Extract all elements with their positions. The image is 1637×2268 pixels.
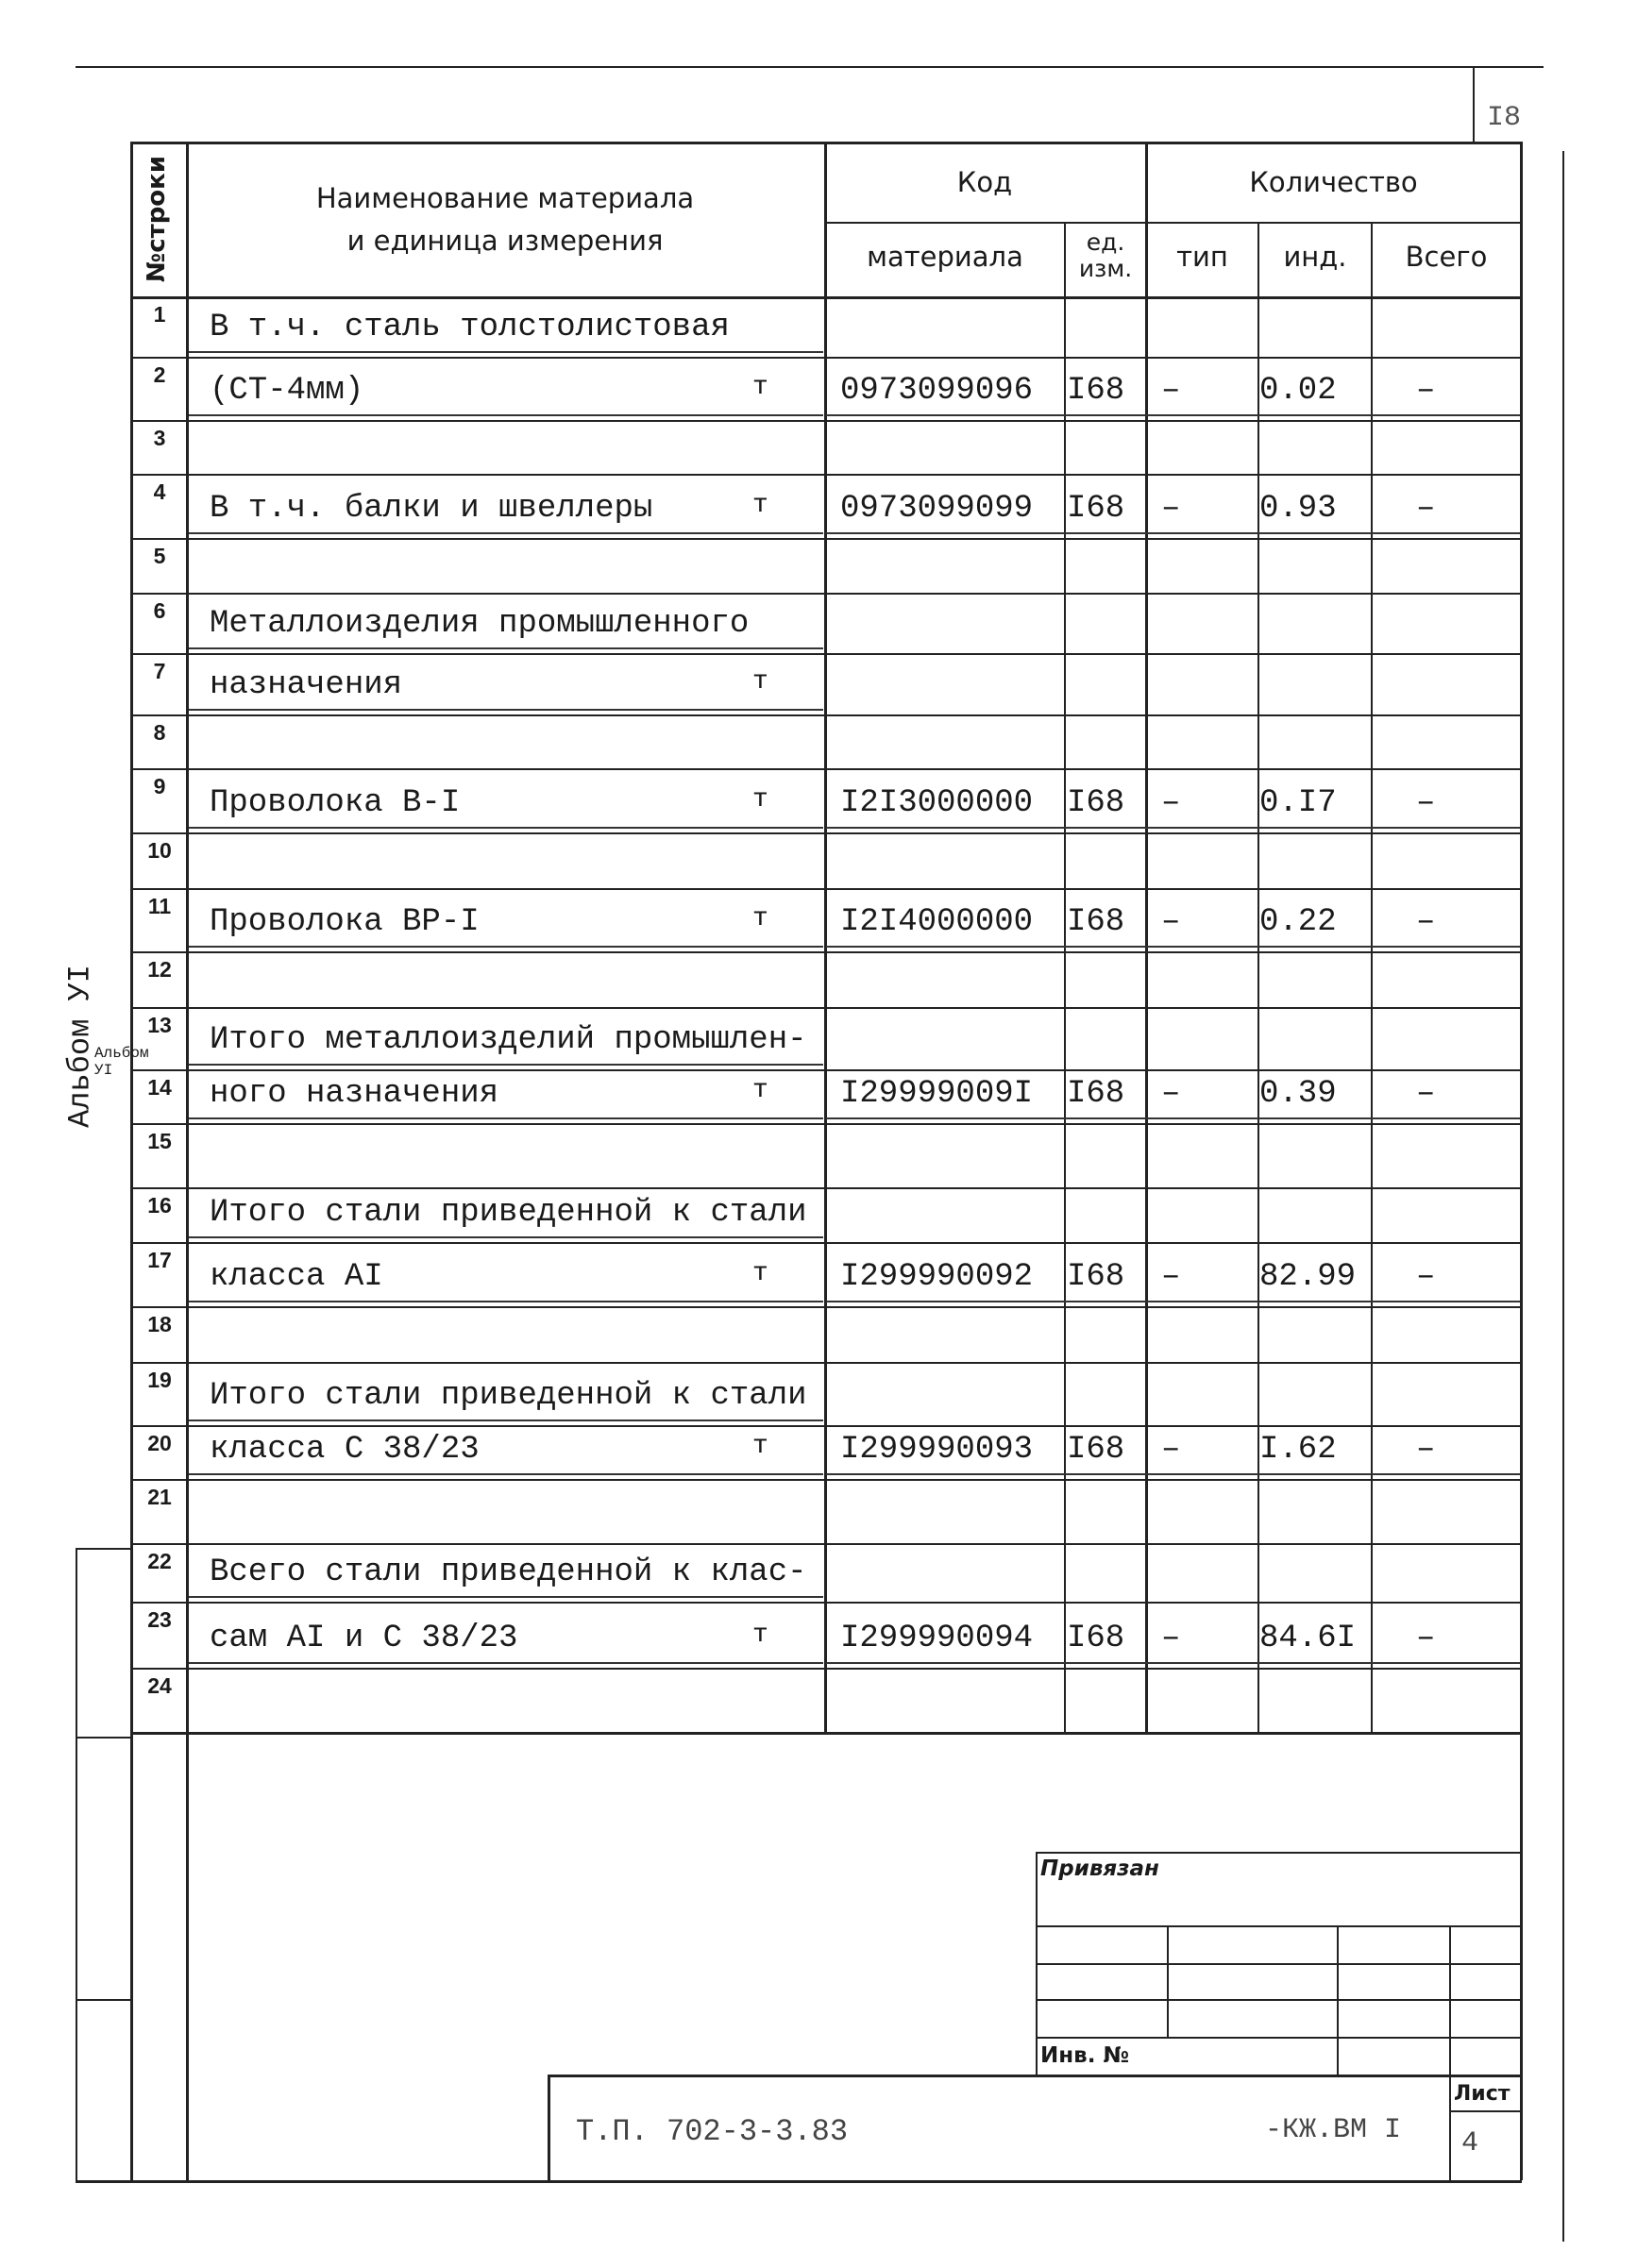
row-unit-letter: т bbox=[752, 1259, 768, 1288]
row-material-code: 0973099096 bbox=[840, 373, 1034, 409]
row-number: 2 bbox=[153, 362, 166, 387]
header-subdivider bbox=[824, 222, 1520, 224]
row-underline bbox=[189, 1117, 823, 1119]
row-number: 9 bbox=[153, 774, 166, 798]
row-name: ного назначения bbox=[210, 1076, 499, 1112]
row-type: – bbox=[1161, 1259, 1181, 1295]
row-unit-code: I68 bbox=[1067, 491, 1125, 527]
row-unit-code: I68 bbox=[1067, 373, 1125, 409]
row-divider bbox=[130, 1543, 1522, 1545]
row-underline bbox=[189, 532, 823, 534]
title-block-sheet-line bbox=[1449, 2110, 1520, 2112]
row-divider bbox=[130, 653, 1522, 655]
stamp-line-3 bbox=[1036, 1999, 1520, 2001]
row-underline bbox=[189, 1420, 823, 1421]
row-unit-code: I68 bbox=[1067, 1432, 1125, 1468]
row-name: класса С 38/23 bbox=[210, 1432, 480, 1468]
header-ind: инд. bbox=[1283, 241, 1347, 273]
row-material-code: 0973099099 bbox=[840, 491, 1034, 527]
row-underline bbox=[189, 414, 823, 416]
row-name: назначения bbox=[210, 667, 403, 703]
row-divider bbox=[130, 1007, 1522, 1009]
row-total: – bbox=[1416, 1259, 1436, 1295]
row-number: 18 bbox=[147, 1312, 172, 1336]
stamp-line-4 bbox=[1036, 2037, 1520, 2039]
margin-box-mid1 bbox=[76, 1737, 132, 1739]
row-unit-letter: т bbox=[752, 1432, 768, 1461]
row-underline bbox=[189, 827, 823, 829]
right-margin-line bbox=[1562, 151, 1564, 2242]
header-quantity: Количество bbox=[1249, 166, 1418, 198]
col-line-unit bbox=[1145, 142, 1148, 1732]
row-name: Всего стали приведенной к клас- bbox=[210, 1554, 807, 1590]
margin-box-top bbox=[76, 1548, 132, 1550]
title-block-top bbox=[548, 2075, 1520, 2077]
row-total: – bbox=[1416, 373, 1436, 409]
stamp-col-2 bbox=[1337, 1925, 1339, 2076]
row-total: – bbox=[1416, 904, 1436, 940]
title-block-left bbox=[548, 2075, 550, 2180]
header-name-line2: и единица измерения bbox=[346, 225, 664, 257]
page-number: I8 bbox=[1487, 102, 1522, 134]
row-name: (СТ-4мм) bbox=[210, 373, 364, 409]
row-number: 17 bbox=[147, 1248, 172, 1272]
row-underline bbox=[189, 647, 823, 649]
row-number: 22 bbox=[147, 1549, 172, 1573]
header-material: материала bbox=[867, 241, 1023, 273]
stamp-bound-label: Привязан bbox=[1040, 1856, 1159, 1881]
row-name: Итого металлоизделий промышлен- bbox=[210, 1022, 807, 1058]
row-ind: 84.6I bbox=[1259, 1621, 1357, 1656]
row-divider bbox=[130, 1187, 1522, 1189]
col-line-type bbox=[1257, 222, 1259, 1732]
row-value-underline bbox=[826, 1473, 1520, 1475]
row-unit-code: I68 bbox=[1067, 904, 1125, 940]
header-unit-line1: ед. bbox=[1086, 228, 1125, 256]
stamp-inv-label: Инв. № bbox=[1040, 2043, 1130, 2068]
row-type: – bbox=[1161, 1621, 1181, 1656]
doc-suffix: -КЖ.ВМ I bbox=[1265, 2114, 1402, 2146]
header-code: Код bbox=[956, 166, 1013, 198]
row-name: Итого стали приведенной к стали bbox=[210, 1195, 807, 1231]
row-number: 6 bbox=[153, 598, 166, 623]
stamp-line-1 bbox=[1036, 1925, 1520, 1927]
row-value-underline bbox=[826, 946, 1520, 948]
row-number: 3 bbox=[153, 426, 166, 450]
row-underline bbox=[189, 351, 823, 353]
row-material-code: I299990092 bbox=[840, 1259, 1034, 1295]
row-name: сам АI и С 38/23 bbox=[210, 1621, 518, 1656]
row-value-underline bbox=[826, 1662, 1520, 1664]
row-number: 13 bbox=[147, 1013, 172, 1037]
row-divider bbox=[130, 951, 1522, 953]
row-divider bbox=[130, 474, 1522, 476]
row-name: Проволока В-I bbox=[210, 785, 461, 821]
row-divider bbox=[130, 888, 1522, 890]
row-divider bbox=[130, 538, 1522, 540]
row-ind: 0.93 bbox=[1259, 491, 1337, 527]
row-unit-code: I68 bbox=[1067, 1621, 1125, 1656]
sheet-number: 4 bbox=[1461, 2127, 1479, 2159]
row-total: – bbox=[1416, 785, 1436, 821]
row-type: – bbox=[1161, 785, 1181, 821]
col-line-code bbox=[1064, 222, 1066, 1732]
row-value-underline bbox=[826, 1117, 1520, 1119]
row-total: – bbox=[1416, 491, 1436, 527]
row-total: – bbox=[1416, 1076, 1436, 1112]
row-material-code: I29999009I bbox=[840, 1076, 1034, 1112]
header-name-line1: Наименование материала bbox=[315, 182, 695, 214]
header-bottom bbox=[130, 296, 1522, 299]
row-number: 20 bbox=[147, 1431, 172, 1455]
row-type: – bbox=[1161, 1076, 1181, 1112]
row-unit-letter: т bbox=[752, 373, 768, 402]
row-number: 5 bbox=[153, 544, 166, 568]
row-material-code: I299990094 bbox=[840, 1621, 1034, 1656]
row-unit-letter: т bbox=[752, 1621, 768, 1650]
row-total: – bbox=[1416, 1432, 1436, 1468]
row-divider bbox=[130, 1123, 1522, 1125]
row-unit-code: I68 bbox=[1067, 1259, 1125, 1295]
row-number: 19 bbox=[147, 1368, 172, 1392]
row-number: 16 bbox=[147, 1193, 172, 1218]
row-divider bbox=[130, 1362, 1522, 1364]
side-label-text: Альбом УI bbox=[62, 965, 98, 1128]
row-number: 15 bbox=[147, 1129, 172, 1153]
header-total: Всего bbox=[1405, 241, 1488, 273]
row-number: 23 bbox=[147, 1607, 172, 1632]
row-underline bbox=[189, 1596, 823, 1598]
row-underline bbox=[189, 946, 823, 948]
page-number-box-left bbox=[1473, 68, 1475, 143]
row-ind: 0.22 bbox=[1259, 904, 1337, 940]
row-divider bbox=[130, 357, 1522, 359]
row-ind: I.62 bbox=[1259, 1432, 1337, 1468]
row-type: – bbox=[1161, 1432, 1181, 1468]
row-divider bbox=[130, 420, 1522, 422]
row-total: – bbox=[1416, 1621, 1436, 1656]
col-line-ind bbox=[1371, 222, 1373, 1732]
col-line-name bbox=[824, 142, 827, 1732]
stamp-top bbox=[1036, 1852, 1520, 1854]
row-unit-code: I68 bbox=[1067, 1076, 1125, 1112]
row-ind: 0.I7 bbox=[1259, 785, 1337, 821]
row-ind: 82.99 bbox=[1259, 1259, 1357, 1295]
row-number: 8 bbox=[153, 720, 166, 745]
row-type: – bbox=[1161, 373, 1181, 409]
row-value-underline bbox=[826, 1301, 1520, 1302]
row-unit-letter: т bbox=[752, 785, 768, 815]
row-divider bbox=[130, 1479, 1522, 1481]
row-divider bbox=[130, 1602, 1522, 1604]
row-value-underline bbox=[826, 827, 1520, 829]
row-value-underline bbox=[826, 414, 1520, 416]
row-underline bbox=[189, 1301, 823, 1302]
top-border bbox=[76, 66, 1544, 68]
sheet-label: Лист bbox=[1454, 2082, 1510, 2106]
row-divider bbox=[130, 1069, 1522, 1071]
title-block-sheet-divider bbox=[1449, 2075, 1451, 2180]
header-row-number bbox=[143, 134, 171, 304]
row-number: 21 bbox=[147, 1485, 172, 1509]
row-underline bbox=[189, 1236, 823, 1238]
stamp-col-3 bbox=[1449, 1925, 1451, 2076]
row-underline bbox=[189, 709, 823, 711]
row-divider bbox=[130, 1668, 1522, 1670]
row-unit-code: I68 bbox=[1067, 785, 1125, 821]
header-row-number-text: №строки bbox=[143, 155, 171, 283]
row-number: 24 bbox=[147, 1673, 172, 1698]
row-name: класса АI bbox=[210, 1259, 383, 1295]
header-type: тип bbox=[1176, 241, 1228, 273]
row-underline bbox=[189, 1662, 823, 1664]
margin-box-left bbox=[76, 1548, 77, 2180]
row-name: В т.ч. сталь толстолистовая bbox=[210, 310, 730, 345]
row-divider bbox=[130, 1242, 1522, 1244]
row-underline bbox=[189, 1473, 823, 1475]
row-unit-letter: т bbox=[752, 1076, 768, 1105]
row-number: 1 bbox=[153, 302, 166, 327]
row-number: 14 bbox=[147, 1075, 172, 1100]
doc-code: Т.П. 702-3-3.83 bbox=[576, 2114, 849, 2149]
row-number: 12 bbox=[147, 957, 172, 982]
row-name: В т.ч. балки и швеллеры bbox=[210, 491, 653, 527]
row-unit-letter: т bbox=[752, 904, 768, 933]
row-number: 10 bbox=[147, 838, 172, 863]
side-label-rotated bbox=[63, 933, 98, 1160]
row-number: 7 bbox=[153, 659, 166, 683]
row-ind: 0.39 bbox=[1259, 1076, 1337, 1112]
stamp-line-2 bbox=[1036, 1963, 1520, 1965]
row-material-code: I2I4000000 bbox=[840, 904, 1034, 940]
row-ind: 0.02 bbox=[1259, 373, 1337, 409]
row-type: – bbox=[1161, 491, 1181, 527]
row-material-code: I299990093 bbox=[840, 1432, 1034, 1468]
row-divider bbox=[130, 1306, 1522, 1308]
row-material-code: I2I3000000 bbox=[840, 785, 1034, 821]
row-name: Металлоизделия промышленного bbox=[210, 606, 750, 642]
row-number: 4 bbox=[153, 479, 166, 504]
row-number: 11 bbox=[147, 894, 172, 918]
row-unit-letter: т bbox=[752, 491, 768, 520]
row-divider bbox=[130, 1425, 1522, 1427]
row-value-underline bbox=[826, 532, 1520, 534]
row-name: Проволока ВР-I bbox=[210, 904, 480, 940]
margin-box-mid2 bbox=[76, 1999, 132, 2001]
row-divider bbox=[130, 714, 1522, 716]
row-type: – bbox=[1161, 904, 1181, 940]
row-name: Итого стали приведенной к стали bbox=[210, 1378, 807, 1414]
stamp-col-1 bbox=[1167, 1925, 1169, 2039]
table-right-border bbox=[1520, 142, 1523, 2180]
row-unit-letter: т bbox=[752, 667, 768, 697]
table-body-bottom bbox=[130, 1732, 1522, 1735]
header-unit-line2: изм. bbox=[1078, 255, 1133, 282]
table-bottom-border bbox=[76, 2180, 1522, 2183]
row-underline bbox=[189, 1064, 823, 1066]
row-divider bbox=[130, 593, 1522, 595]
row-divider bbox=[130, 832, 1522, 834]
row-divider bbox=[130, 768, 1522, 770]
